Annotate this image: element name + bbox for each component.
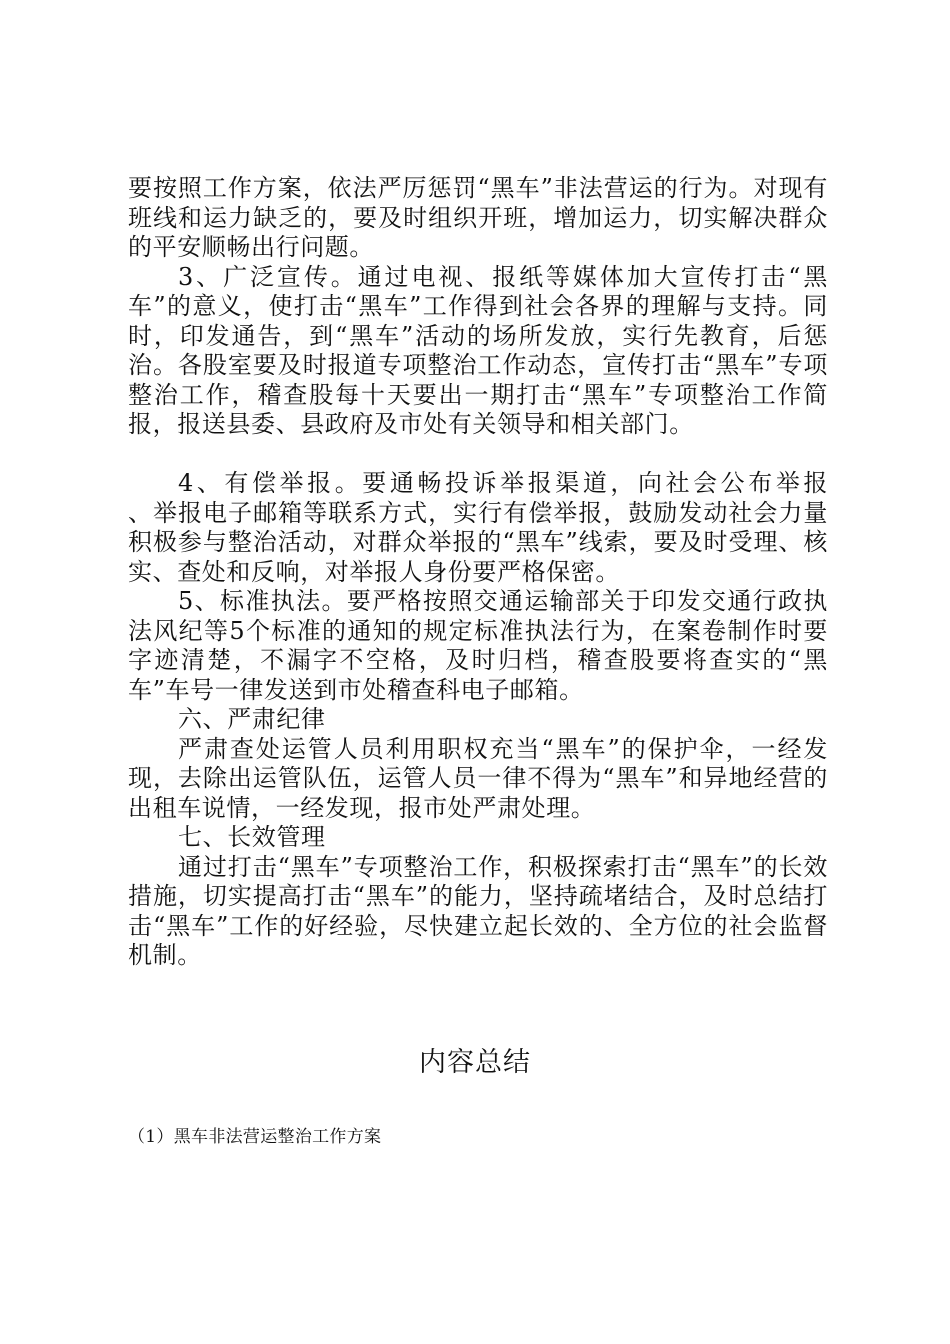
paragraph-reporting: 4、有偿举报。要通畅投诉举报渠道，向社会公布举报 、举报电子邮箱等联系方式，实行有偿举报，鼓励发动社会力量积极参与整治活动，对群众举报的“黑车”线索，要及时受理、核实、查处和反响，对举报人身份要严格保密。: [128, 469, 878, 586]
summary-title: 内容总结: [419, 1047, 531, 1078]
paragraph-long-term: 通过打击“黑车”专项整治工作，积极探索打击“黑车”的长效措施，切实提高打击“黑车”的能力，坚持疏堵结合，及时总结打击“黑车”工作的好经验，尽快建立起长效的、全方位的社会监督机制。: [128, 852, 828, 969]
summary-item: （1）黑车非法营运整治工作方案: [128, 1127, 382, 1147]
paragraph-publicity: 3、广泛宣传。通过电视、报纸等媒体加大宣传打击“黑车”的意义，使打击“黑车”工作得到社会各界的理解与支持。同时，印发通告，到“黑车”活动的场所发放，实行先教育，后惩治。各股室要及时报道专项整治工作动态，宣传打击“黑车”专项整治工作，稽查股每十天要出一期打击“黑车”专项整治工作简报，报送县委、县政府及市处有关领导和相关部门。: [128, 262, 828, 438]
paragraph-continuation: 要按照工作方案，依法严厉惩罚“黑车”非法营运的行为。对现有班线和运力缺乏的，要及时组织开班，增加运力，切实解决群众的平安顺畅出行问题。: [128, 174, 828, 261]
paragraph-discipline: 严肃查处运管人员利用职权充当“黑车”的保护伞，一经发现，去除出运管队伍，运管人员一律不得为“黑车”和异地经营的出租车说情，一经发现，报市处严肃处理。: [128, 734, 828, 822]
paragraph-enforcement: 5、标准执法。要严格按照交通运输部关于印发交通行政执法风纪等5个标准的通知的规定标准执法行为，在案卷制作时要字迹清楚，不漏字不空格，及时归档，稽查股要将查实的“黑车”车号一律发送到市处稽查科电子邮箱。: [128, 587, 828, 704]
heading-long-term: 七、长效管理: [178, 823, 326, 851]
document-body: [128, 174, 878, 971]
heading-discipline: 六、严肃纪律: [178, 705, 326, 733]
